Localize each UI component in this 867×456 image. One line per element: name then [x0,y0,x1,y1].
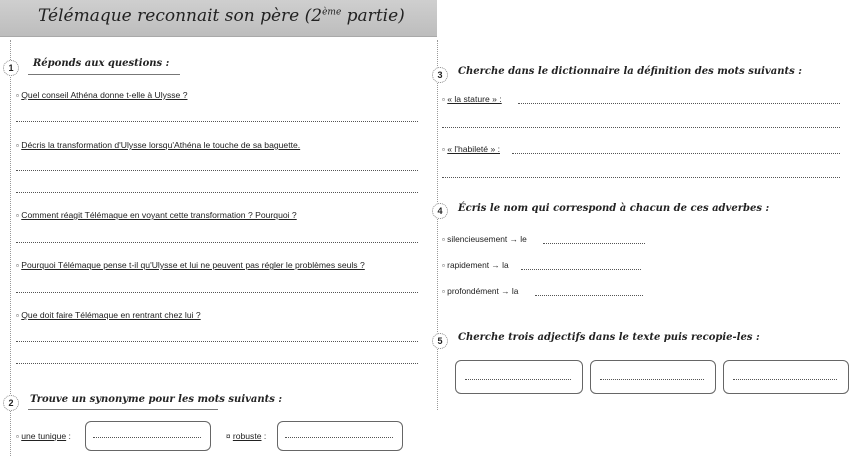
answer-line[interactable] [543,243,645,244]
synonym-answer-box-1[interactable] [85,421,211,451]
answer-line[interactable] [521,269,641,270]
exercise-1-heading-underline [28,74,180,75]
question-5: ▫ Que doit faire Télémaque en rentrant chez lui ? [16,310,201,320]
answer-line[interactable] [16,341,418,342]
adjective-line-2 [600,379,704,380]
answer-line[interactable] [16,121,418,122]
answer-line[interactable] [442,177,840,178]
adverb-item-3: ▫ profondément → la [442,286,519,296]
question-2: ▫ Décris la transformation d'Ulysse lorsqu'Athéna le touche de sa baguette. [16,140,301,150]
exercise-5-heading: Cherche trois adjectifs dans le texte puis recopie-les : [458,332,760,343]
exercise-3-number: 3 [432,67,448,83]
question-1: ▫ Quel conseil Athéna donne t-elle à Ulysse ? [16,90,188,100]
exercise-5-number: 5 [432,333,448,349]
exercise-2-number: 2 [3,395,19,411]
answer-line[interactable] [535,295,643,296]
exercise-3-heading: Cherche dans le dictionnaire la définition des mots suivants : [458,66,802,77]
left-margin-line [10,40,11,456]
synonym-answer-line-1 [93,437,201,438]
answer-line[interactable] [16,363,418,364]
adjective-line-1 [465,379,571,380]
column-divider [437,40,438,410]
synonym-word-1: ▫ une tunique : [16,431,71,441]
exercise-2-heading: Trouve un synonyme pour les mots suivants : [30,394,283,405]
title-superscript: ème [322,7,342,18]
exercise-4-number: 4 [432,203,448,219]
synonym-answer-box-2[interactable] [277,421,403,451]
adjective-line-3 [733,379,837,380]
adjective-box-1[interactable] [455,360,583,394]
adverb-item-2: ▫ rapidement → la [442,260,509,270]
answer-line[interactable] [518,103,840,104]
exercise-2-heading-underline [28,409,218,410]
adjective-box-3[interactable] [723,360,849,394]
question-4: ▫ Pourquoi Télémaque pense t-il qu'Ulysse et lui ne peuvent pas régler le problèmes seuls ? [16,260,365,270]
answer-line[interactable] [16,192,418,193]
definition-word-1: ▫ « la stature » : [442,94,502,104]
answer-line[interactable] [512,153,840,154]
question-3: ▫ Comment réagit Télémaque en voyant cette transformation ? Pourquoi ? [16,210,297,220]
adjective-box-2[interactable] [590,360,716,394]
exercise-1-heading: Réponds aux questions : [33,58,170,69]
exercise-4-heading: Écris le nom qui correspond à chacun de ces adverbes : [458,203,770,214]
answer-line[interactable] [16,170,418,171]
adverb-item-1: ▫ silencieusement → le [442,234,527,244]
synonym-word-2: ¤ robuste : [226,431,267,441]
answer-line[interactable] [442,127,840,128]
page-title: Télémaque reconnait son père (2ème partie) [38,6,405,26]
answer-line[interactable] [16,242,418,243]
synonym-answer-line-2 [285,437,393,438]
answer-line[interactable] [16,292,418,293]
definition-word-2: ▫ « l'habileté » : [442,144,500,154]
exercise-1-number: 1 [3,60,19,76]
